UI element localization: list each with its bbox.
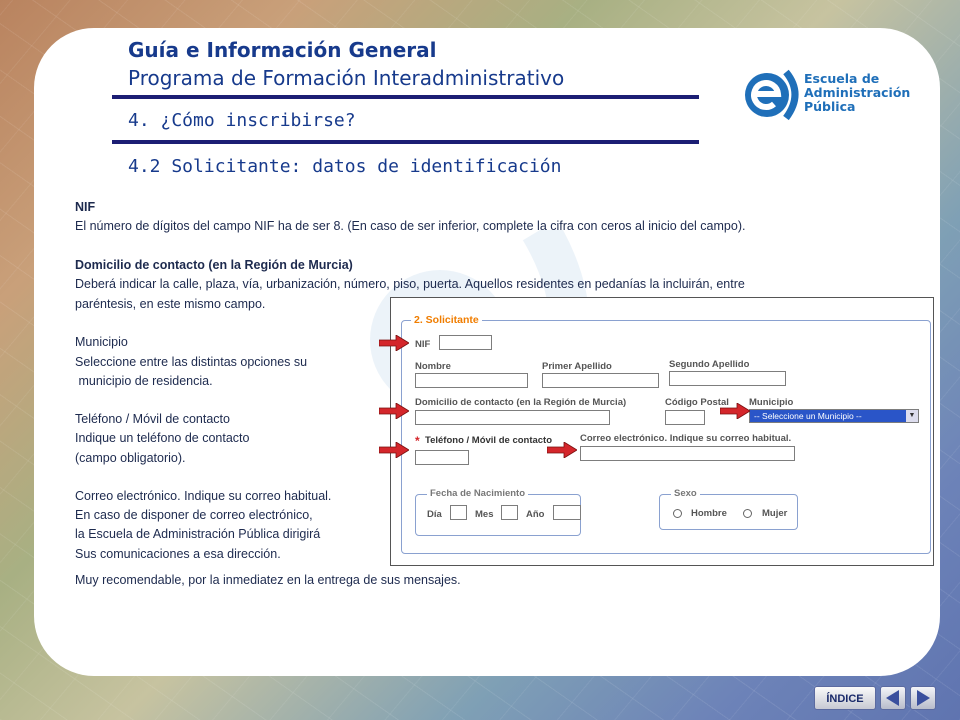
index-button[interactable]: ÍNDICE — [814, 686, 876, 710]
arrow-right-icon — [720, 403, 750, 419]
segundo-apellido-input[interactable] — [669, 371, 786, 386]
nif-text: El número de dígitos del campo NIF ha de ser 8. (En caso de ser inferior, complete la cifra con ceros al inicio del campo). — [75, 219, 746, 233]
municipio-text-1: Seleccione entre las distintas opciones su — [75, 355, 308, 369]
arrow-right-icon — [379, 335, 409, 351]
municipio-label: Municipio — [749, 397, 794, 408]
mujer-label: Mujer — [762, 508, 788, 519]
next-button[interactable] — [910, 686, 936, 710]
primer-apellido-input[interactable] — [542, 373, 659, 388]
mes-label: Mes — [475, 509, 494, 520]
codigo-postal-label: Código Postal — [665, 397, 729, 408]
hombre-label: Hombre — [691, 508, 727, 519]
sexo-legend: Sexo — [671, 488, 700, 499]
correo-input[interactable] — [580, 446, 795, 461]
domicilio-text-1: Deberá indicar la calle, plaza, vía, urbanización, número, piso, puerta. Aquellos residentes en pedanías la incluirán, entre — [75, 277, 745, 291]
correo-text-2: la Escuela de Administración Pública dirigirá — [75, 527, 321, 541]
municipio-selected: -- Seleccione un Municipio -- — [754, 411, 862, 421]
solicitante-legend: 2. Solicitante — [411, 314, 482, 326]
logo-text: Escuela de Administración Pública — [804, 71, 911, 114]
telefono-text-2: (campo obligatorio). — [75, 451, 186, 465]
fecha-legend: Fecha de Nacimiento — [427, 488, 528, 499]
solicitante-form — [390, 297, 934, 566]
correo-note: Muy recomendable, por la inmediatez en la entrega de sus mensajes. — [75, 573, 461, 587]
telefono-text-1: Indique un teléfono de contacto — [75, 431, 250, 445]
domicilio-text-2: paréntesis, en este mismo campo. — [75, 297, 266, 311]
triangle-left-icon — [881, 687, 905, 709]
escuela-logo — [742, 66, 912, 122]
segundo-apellido-label: Segundo Apellido — [669, 359, 750, 370]
correo-text-3: Sus comunicaciones a esa dirección. — [75, 547, 281, 561]
anio-input[interactable] — [553, 505, 581, 520]
nif-input[interactable] — [439, 335, 492, 350]
logo-e-icon — [742, 66, 800, 122]
hombre-radio[interactable] — [673, 509, 682, 518]
title-divider — [112, 95, 699, 99]
domicilio-label: Domicilio de contacto (en la Región de Murcia) — [415, 397, 627, 408]
nombre-label: Nombre — [415, 361, 451, 372]
page-subtitle: Programa de Formación Interadministrativo — [128, 66, 565, 90]
nif-heading: NIF — [75, 200, 96, 214]
triangle-right-icon — [911, 687, 935, 709]
arrow-right-icon — [547, 442, 577, 458]
primer-apellido-label: Primer Apellido — [542, 361, 612, 372]
dia-input[interactable] — [450, 505, 467, 520]
mes-input[interactable] — [501, 505, 518, 520]
arrow-right-icon — [379, 442, 409, 458]
domicilio-input[interactable] — [415, 410, 610, 425]
section-divider — [112, 140, 699, 144]
telefono-heading: Teléfono / Móvil de contacto — [75, 412, 230, 426]
municipio-text-2: municipio de residencia. — [75, 374, 213, 388]
mujer-radio[interactable] — [743, 509, 752, 518]
municipio-select[interactable] — [749, 409, 919, 423]
telefono-label: Teléfono / Móvil de contacto — [425, 435, 553, 446]
telefono-input[interactable] — [415, 450, 469, 465]
anio-label: Año — [526, 509, 545, 520]
municipio-heading: Municipio — [75, 335, 128, 349]
dia-label: Día — [427, 509, 442, 520]
correo-text-1: En caso de disponer de correo electrónico, — [75, 508, 313, 522]
previous-button[interactable] — [880, 686, 906, 710]
domicilio-heading: Domicilio de contacto (en la Región de Murcia) — [75, 258, 353, 272]
nombre-input[interactable] — [415, 373, 528, 388]
chevron-down-icon[interactable]: ▼ — [906, 410, 918, 422]
codigo-postal-input[interactable] — [665, 410, 705, 425]
correo-label: Correo electrónico. Indique su correo habitual. — [580, 433, 792, 444]
required-mark: * — [415, 434, 420, 448]
section-heading: 4. ¿Cómo inscribirse? — [128, 110, 356, 131]
arrow-right-icon — [379, 403, 409, 419]
subsection-heading: 4.2 Solicitante: datos de identificación — [128, 156, 562, 177]
correo-heading: Correo electrónico. Indique su correo habitual. — [75, 489, 332, 503]
nif-label: NIF — [415, 339, 431, 350]
page-title: Guía e Información General — [128, 38, 437, 62]
